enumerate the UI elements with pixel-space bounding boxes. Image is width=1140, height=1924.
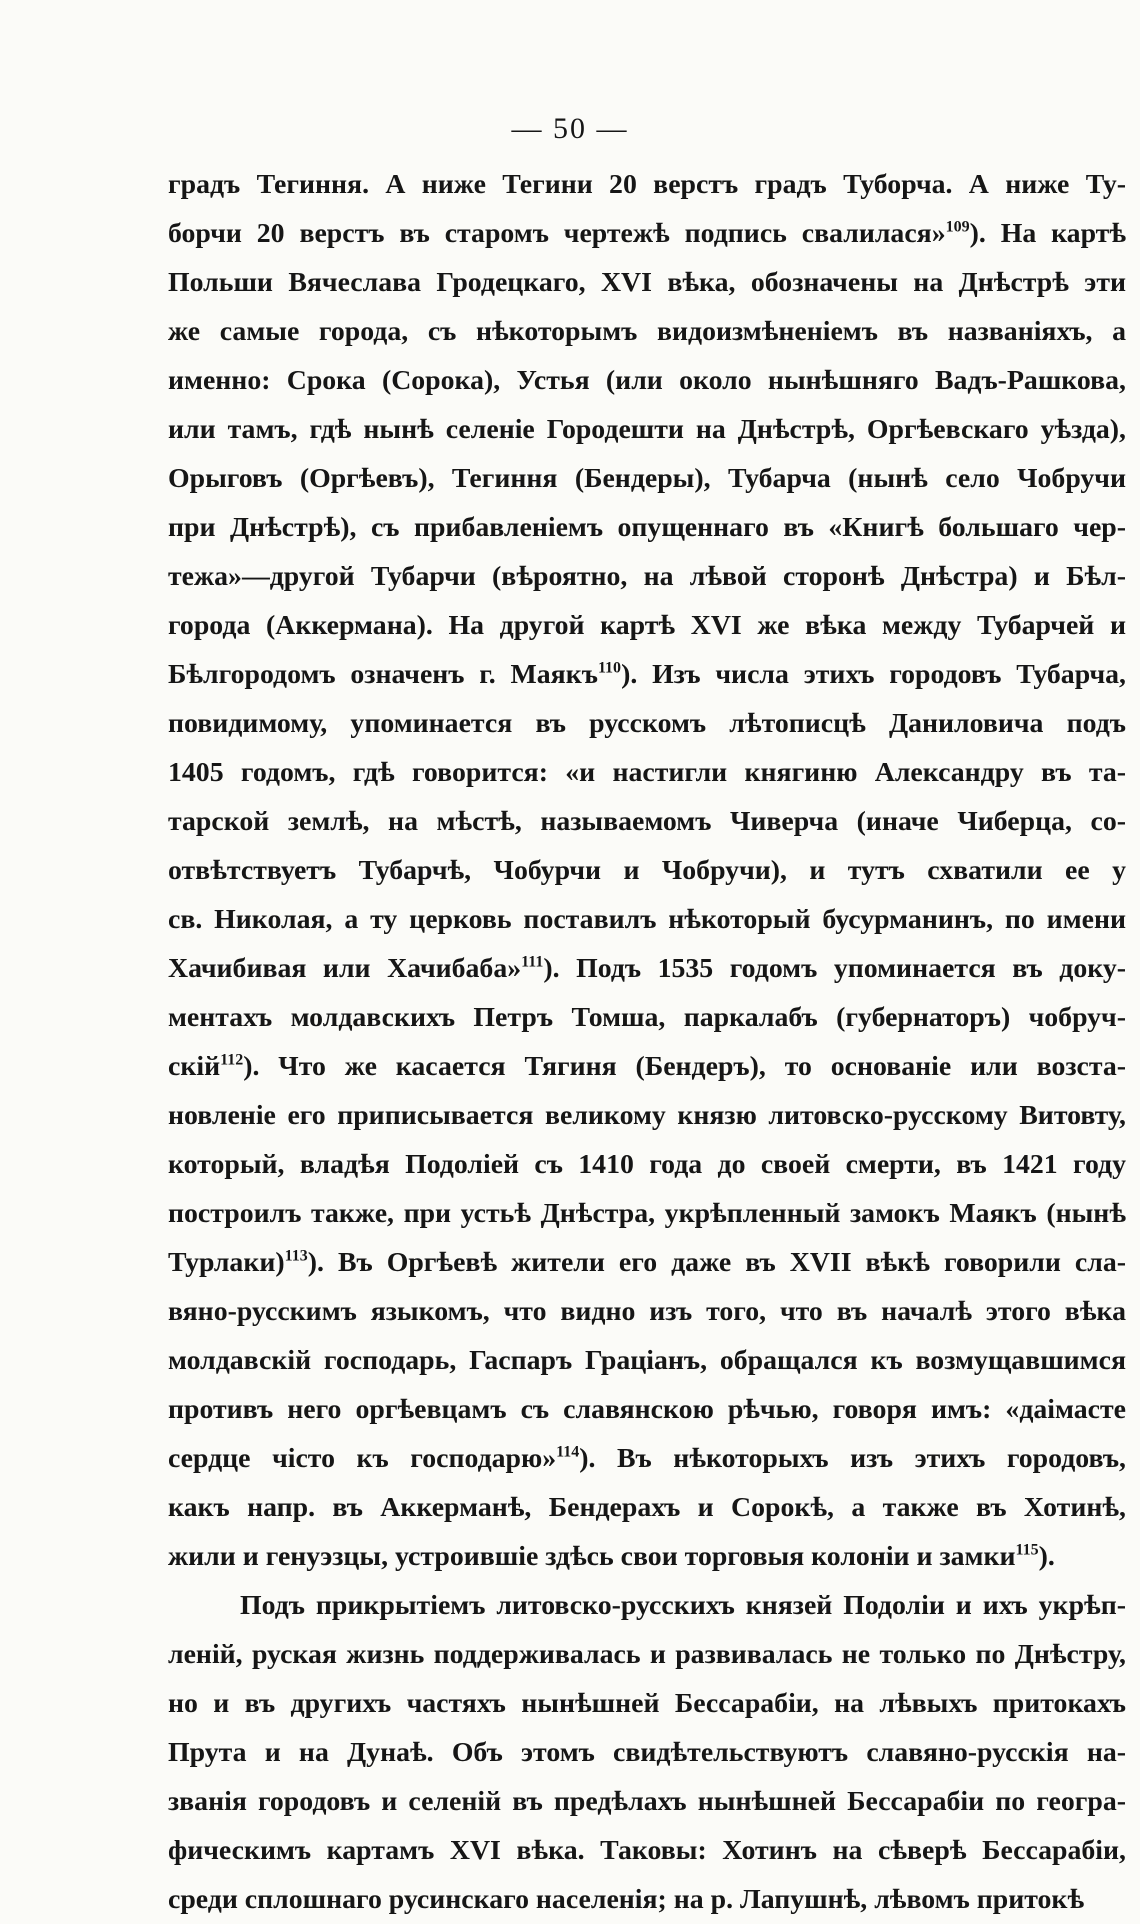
- text-line: [168, 1826, 1126, 1875]
- line-text: борчи 20 верстъ въ старомъ чертежѣ подпись свалилася»: [168, 218, 946, 249]
- text-line: [168, 1777, 1126, 1826]
- line-text: фическимъ картамъ XVI вѣка. Таковы: Хотинъ на сѣверѣ Бессарабіи,: [168, 1835, 1126, 1866]
- text-line: [168, 405, 1126, 454]
- line-text: среди сплошнаго русинскаго населенія; на р. Лапушнѣ, лѣвомъ притокѣ: [168, 1884, 1085, 1915]
- footnote-marker: 110: [597, 659, 622, 677]
- line-text: новленіе его приписывается великому князю литовско-русскому Витовту,: [168, 1100, 1126, 1131]
- line-text: или тамъ, гдѣ нынѣ селеніе Городешти на Днѣстрѣ, Оргѣевскаго уѣзда),: [168, 414, 1126, 445]
- line-text: Прута и на Дунаѣ. Объ этомъ свидѣтельствуютъ славяно-русскія на-: [168, 1737, 1126, 1768]
- text-line: [168, 1385, 1126, 1434]
- line-text-continued: ). Что же касается Тягиня (Бендеръ), то основаніе или возста-: [243, 1051, 1126, 1082]
- text-line: [168, 1679, 1126, 1728]
- footnote-marker: 115: [1015, 1541, 1039, 1559]
- text-line: [168, 209, 1126, 258]
- text-line: [168, 944, 1126, 993]
- line-text: построилъ также, при устьѣ Днѣстра, укрѣпленный замокъ Маякъ (нынѣ: [168, 1198, 1126, 1229]
- text-line: [168, 1287, 1126, 1336]
- text-line: [168, 258, 1126, 307]
- line-text: леній, руская жизнь поддерживалась и развивалась не только по Днѣстру,: [168, 1639, 1126, 1670]
- line-text: градъ Тегиння. А ниже Тегини 20 верстъ градъ Туборча. А ниже Ту-: [168, 169, 1126, 200]
- text-line: [168, 1434, 1126, 1483]
- line-text: 1405 годомъ, гдѣ говорится: «и настигли княгиню Александру въ та-: [168, 757, 1126, 788]
- line-text: же самые города, съ нѣкоторымъ видоизмѣненіемъ въ названіяхъ, а: [168, 316, 1126, 347]
- line-text: Подъ прикрытіемъ литовско-русскихъ князей Подоліи и ихъ укрѣп-: [240, 1590, 1126, 1621]
- text-line: [168, 454, 1126, 503]
- text-line: [168, 1140, 1126, 1189]
- line-text: тарской землѣ, на мѣстѣ, называемомъ Чиверча (иначе Чиберца, со-: [168, 806, 1126, 837]
- line-text: Хачибивая или Хачибаба»: [168, 953, 522, 984]
- line-text-continued: ). На картѣ: [969, 218, 1127, 249]
- text-line: [168, 356, 1126, 405]
- text-line: [168, 1189, 1126, 1238]
- line-text: св. Николая, а ту церковь поставилъ нѣкоторый бусурманинъ, по имени: [168, 904, 1126, 935]
- text-line: [168, 601, 1126, 650]
- text-line: [168, 1581, 1126, 1630]
- line-text: скій: [168, 1051, 221, 1082]
- body-text: [168, 160, 1126, 1924]
- line-text: Турлаки): [168, 1247, 285, 1278]
- page-number: — 50 —: [511, 112, 629, 145]
- line-text: который, владѣя Подоліей съ 1410 года до своей смерти, въ 1421 году: [168, 1149, 1126, 1180]
- text-line: [168, 160, 1126, 209]
- line-text-continued: ). Въ нѣкоторыхъ изъ этихъ городовъ,: [579, 1443, 1126, 1474]
- text-line: [168, 1238, 1126, 1287]
- footnote-marker: 113: [284, 1247, 308, 1265]
- line-text: тежа»—другой Тубарчи (вѣроятно, на лѣвой сторонѣ Днѣстра) и Бѣл-: [168, 561, 1126, 592]
- line-text: Бѣлгородомъ означенъ г. Маякъ: [168, 659, 598, 690]
- line-text: повидимому, упоминается въ русскомъ лѣтописцѣ Даниловича подъ: [168, 708, 1126, 739]
- footnote-marker: 112: [220, 1051, 244, 1069]
- line-text: сердце чісто къ господарю»: [168, 1443, 557, 1474]
- line-text: Польши Вячеслава Гродецкаго, XVI вѣка, обозначены на Днѣстрѣ эти: [168, 267, 1126, 298]
- line-text: города (Аккермана). На другой картѣ XVI же вѣка между Тубарчей и: [168, 610, 1126, 641]
- text-line: [168, 797, 1126, 846]
- line-text: Орыговъ (Оргѣевъ), Тегиння (Бендеры), Тубарча (нынѣ село Чобручи: [168, 463, 1126, 494]
- line-text: какъ напр. въ Аккерманѣ, Бендерахъ и Сорокѣ, а также въ Хотинѣ,: [168, 1492, 1126, 1523]
- line-text: званія городовъ и селеній въ предѣлахъ нынѣшней Бессарабіи по геогра-: [168, 1786, 1126, 1817]
- text-line: [168, 552, 1126, 601]
- footnote-marker: 114: [556, 1443, 580, 1461]
- line-text-continued: ). Изъ числа этихъ городовъ Тубарча,: [621, 659, 1126, 690]
- text-line: [168, 699, 1126, 748]
- line-text: вяно-русскимъ языкомъ, что видно изъ того, что въ началѣ этого вѣка: [168, 1296, 1126, 1327]
- text-line: [168, 1042, 1126, 1091]
- line-text: но и въ другихъ частяхъ нынѣшней Бессарабіи, на лѣвыхъ притокахъ: [168, 1688, 1126, 1719]
- text-line: [168, 307, 1126, 356]
- footnote-marker: 111: [521, 953, 544, 971]
- text-line: [168, 1875, 1126, 1924]
- text-line: [168, 993, 1126, 1042]
- text-line: [168, 650, 1126, 699]
- text-line: [168, 1630, 1126, 1679]
- line-text: именно: Срока (Сорока), Устья (или около нынѣшняго Вадъ-Рашкова,: [168, 365, 1126, 396]
- line-text-continued: ). Подъ 1535 годомъ упоминается въ доку-: [543, 953, 1127, 984]
- line-text: жили и генуэзцы, устроившіе здѣсь свои торговыя колоніи и замки: [168, 1541, 1016, 1572]
- text-line: [168, 1532, 1126, 1581]
- line-text-continued: ). Въ Оргѣевѣ жители его даже въ XVII вѣкѣ говорили сла-: [307, 1247, 1126, 1278]
- line-text: при Днѣстрѣ), съ прибавленіемъ опущеннаго въ «Книгѣ большаго чер-: [168, 512, 1126, 543]
- text-line: [168, 1336, 1126, 1385]
- line-text-continued: ).: [1038, 1541, 1055, 1572]
- line-text: молдавскій господарь, Гаспаръ Граціанъ, обращался къ возмущавшимся: [168, 1345, 1126, 1376]
- footnote-marker: 109: [945, 218, 970, 236]
- line-text: противъ него оргѣевцамъ съ славянскою рѣчью, говоря имъ: «даімасте: [168, 1394, 1126, 1425]
- text-line: [168, 1728, 1126, 1777]
- line-text: отвѣтствуетъ Тубарчѣ, Чобурчи и Чобручи), и тутъ схватили ее у: [168, 855, 1126, 886]
- text-line: [168, 503, 1126, 552]
- text-line: [168, 1483, 1126, 1532]
- text-line: [168, 1091, 1126, 1140]
- text-line: [168, 846, 1126, 895]
- text-line: [168, 748, 1126, 797]
- line-text: ментахъ молдавскихъ Петръ Томша, паркалабъ (губернаторъ) чобруч-: [168, 1002, 1126, 1033]
- text-line: [168, 895, 1126, 944]
